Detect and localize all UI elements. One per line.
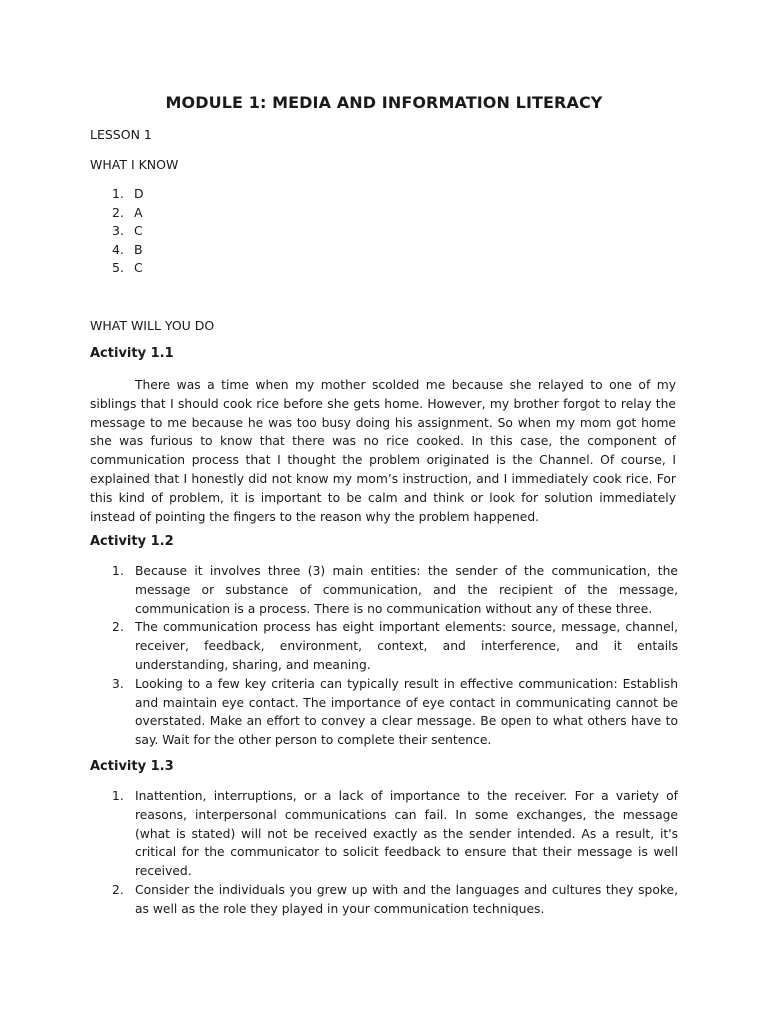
list-item: [90, 618, 678, 674]
activity-1-1-paragraph: There was a time when my mother scolded me because she relayed to one of my siblings that I should cook rice before she gets home. However, my brother forgot to relay the message to me because he was too busy doing his assignment. So when my mom got home she was furious to know that there was no rice cooked. In this case, the component of communication process that I thought the problem originated is the Channel. Of course, I explained that I honestly did not know my mom’s instruction, and I immediately cook rice. For this kind of problem, it is important to be calm and think or look for solution immediately instead of pointing the fingers to the reason why the problem happened.: [90, 378, 676, 524]
answer-letter: D: [134, 186, 144, 201]
activity-1-3-heading: Activity 1.3: [90, 759, 174, 774]
answer-item: [112, 241, 144, 260]
list-item: [90, 787, 678, 881]
activity-1-1-heading: Activity 1.1: [90, 346, 174, 361]
answer-letter: C: [134, 223, 143, 239]
list-item-text: The communication process has eight important elements: source, message, channel, receiver, feedback, environment, context, and interference, and it entails understanding, sharing, and meaning.: [135, 620, 678, 672]
answer-letter: A: [134, 204, 143, 220]
activity-1-2-heading: Activity 1.2: [90, 534, 174, 549]
list-item-text: Consider the individuals you grew up with and the languages and cultures they spoke, as well as the role they played in your communication techniques.: [135, 882, 678, 916]
answer-item: [112, 259, 144, 278]
list-item-text: Inattention, interruptions, or a lack of importance to the receiver. For a variety of reasons, interpersonal communications can fail. In some exchanges, the message (what is stated) will not be received exactly as the sender intended. As a result, it's critical for the communicator to solicit feedback to ensure that their message is well received.: [135, 789, 678, 879]
what-will-you-do-heading: WHAT WILL YOU DO: [90, 318, 215, 333]
answer-letter: C: [134, 260, 143, 276]
lesson-heading: LESSON 1: [90, 127, 152, 142]
answer-number: 2.: [112, 204, 124, 220]
list-item: [90, 562, 678, 618]
list-item: [90, 881, 678, 919]
answer-item: [112, 204, 144, 223]
list-item-number: 2.: [112, 620, 124, 635]
answer-item: [112, 185, 144, 204]
activity-1-3-list: [90, 787, 678, 919]
list-item: [90, 675, 678, 750]
answer-number: 5.: [112, 260, 124, 276]
answer-number: 3.: [112, 223, 124, 239]
answer-number: 4.: [112, 241, 124, 257]
list-item-number: 3.: [112, 676, 124, 691]
answer-letter: B: [134, 241, 143, 257]
activity-1-2-list: [90, 562, 678, 750]
answer-list: [112, 185, 144, 278]
list-item-text: Looking to a few key criteria can typically result in effective communication: Establish and maintain eye contact. The importance of eye contact in communicating cannot be overstated. Make an effort to convey a clear message. Be open to what others have to say. Wait for the other person to complete their sentence.: [135, 676, 678, 748]
list-item-number: 1.: [112, 564, 124, 578]
answer-number: 1.: [112, 186, 124, 201]
what-i-know-heading: WHAT I KNOW: [90, 157, 179, 172]
answer-item: [112, 222, 144, 241]
list-item-number: 1.: [112, 789, 124, 803]
page-title: MODULE 1: MEDIA AND INFORMATION LITERACY: [165, 93, 603, 112]
list-item-number: 2.: [112, 882, 124, 897]
list-item-text: Because it involves three (3) main entities: the sender of the communication, the message or substance of communication, and the recipient of the message, communication is a process. There is no communication without any of these three.: [135, 564, 678, 616]
